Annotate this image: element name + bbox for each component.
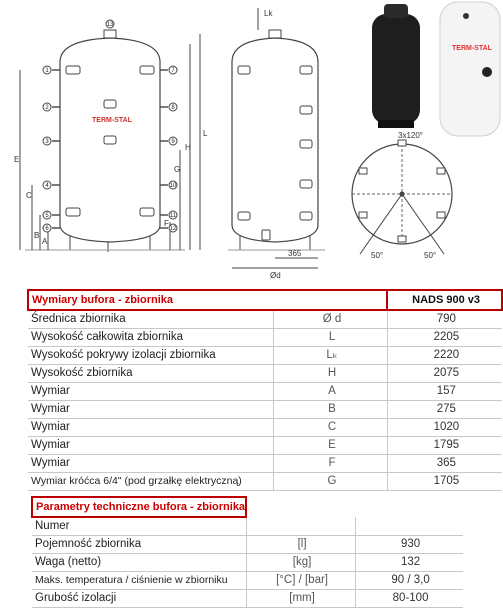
svg-text:2: 2 <box>45 105 49 111</box>
drawing-svg <box>0 0 503 282</box>
svg-text:H: H <box>185 143 191 152</box>
table-row: Wysokość zbiornika H 2075 <box>28 365 502 383</box>
technical-drawings <box>0 0 503 282</box>
side-sockets <box>238 66 312 240</box>
conn-label: 1 <box>45 68 49 74</box>
side-view-drawing <box>228 8 325 268</box>
angle-50-left: 50° <box>371 251 384 260</box>
svg-text:11: 11 <box>169 213 177 219</box>
technical-parameters-table <box>31 496 463 608</box>
dimensions-table-header <box>28 290 502 310</box>
svg-text:C: C <box>26 191 32 200</box>
svg-text:8: 8 <box>171 105 175 111</box>
svg-text:5: 5 <box>45 213 49 219</box>
parameters-table-header <box>32 497 463 517</box>
table-row: Wymiar E 1795 <box>28 437 502 455</box>
svg-text:G: G <box>174 165 181 174</box>
table-row: Wymiar F 365 <box>28 455 502 473</box>
table-row: Waga (netto) [kg] 132 <box>32 554 463 572</box>
svg-text:4: 4 <box>45 183 49 189</box>
dim-d: Ød <box>270 271 281 280</box>
table-row: Wymiar króćca 6/4" (pod grzałkę elektryczną) G 1705 <box>28 473 502 491</box>
svg-text:A: A <box>42 237 48 246</box>
svg-text:3: 3 <box>45 139 49 145</box>
angle-50-right: 50° <box>424 251 437 260</box>
table-row: Grubość izolacji [mm] 80-100 <box>32 590 463 608</box>
table-row: Wymiar A 157 <box>28 383 502 401</box>
svg-text:L: L <box>203 129 208 138</box>
table-row: Wymiar C 1020 <box>28 419 502 437</box>
svg-text:9: 9 <box>171 139 175 145</box>
dimensions-table <box>27 289 503 491</box>
svg-text:B: B <box>34 231 40 240</box>
svg-text:12: 12 <box>169 226 177 232</box>
table-row: Numer <box>32 517 463 536</box>
top-view-drawing <box>352 140 452 254</box>
svg-text:F: F <box>164 219 169 228</box>
product-photo <box>372 2 500 136</box>
parameters-table-title: Parametry techniczne bufora - zbiornika <box>32 497 246 517</box>
dimensions-table-title: Wymiary bufora - zbiornika <box>28 290 274 310</box>
svg-text:13: 13 <box>106 22 114 28</box>
photo-brand-logo: TERM-STAL <box>452 45 492 52</box>
drawing-brand-logo: TERM-STAL <box>92 117 132 124</box>
svg-text:E: E <box>14 155 20 164</box>
table-row: Średnica zbiornika Ø d 790 <box>28 310 502 329</box>
table-row: Pojemność zbiornika [l] 930 <box>32 536 463 554</box>
svg-text:10: 10 <box>169 183 177 189</box>
inner-sockets <box>66 66 154 216</box>
table-row: Maks. temperatura / ciśnienie w zbiorniku [°C] / [bar] 90 / 3,0 <box>32 572 463 590</box>
angle-label: 3x120° <box>398 131 423 140</box>
table-row: Wysokość całkowita zbiornika L 2205 <box>28 329 502 347</box>
model-name: NADS 900 v3 <box>387 290 502 310</box>
svg-text:7: 7 <box>171 68 175 74</box>
svg-text:6: 6 <box>45 226 49 232</box>
dim-lk: Lk <box>264 9 273 18</box>
table-row: Wymiar B 275 <box>28 401 502 419</box>
table-row: Wysokość pokrywy izolacji zbiornika Lₖ 2220 <box>28 347 502 365</box>
dim-365: 365 <box>288 249 302 258</box>
